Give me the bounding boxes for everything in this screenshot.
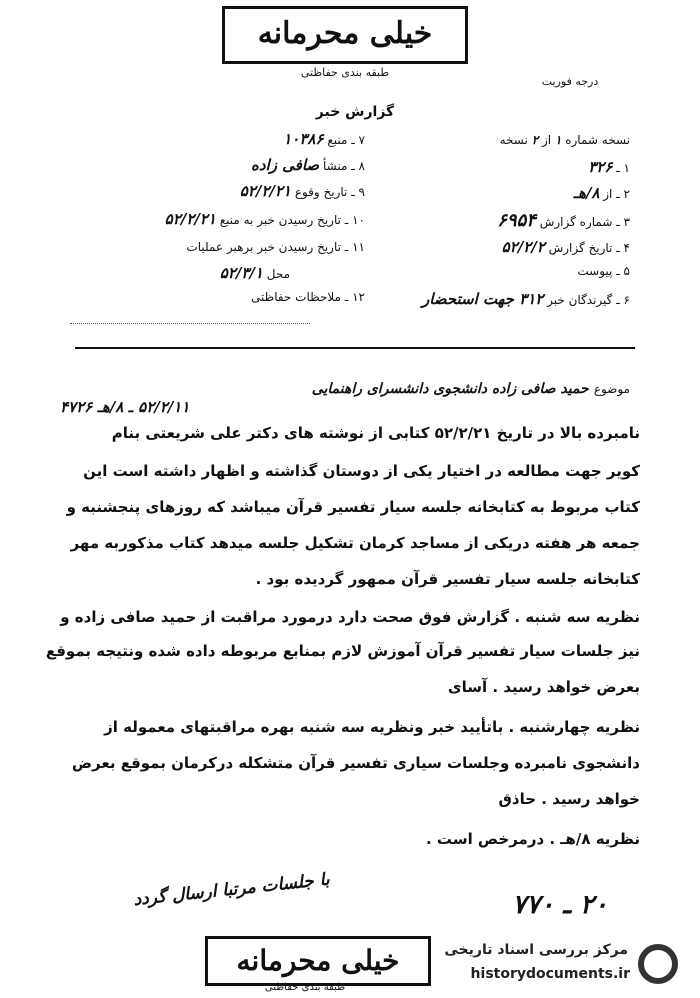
left-field-value: ۵۲/۲/۲۱ (164, 210, 216, 228)
watermark-url: historydocuments.ir (470, 966, 630, 982)
opinion-line: نظریه ۸/هـ . درمرخص است . (426, 830, 640, 848)
right-field-3 (390, 210, 630, 231)
right-field-label: ۱ ـ (616, 161, 630, 175)
right-field-1 (420, 158, 630, 176)
opinion-line: دانشجوی نامبرده وجلسات سیاری تفسیر قرآن متشکله درکرمان بموقع بعرض (71, 754, 640, 772)
left-field-label: ۹ ـ تاریخ وقوع (294, 185, 365, 199)
body-line: جمعه هر هفته دریکی از مساجد کرمان تشکیل جلسه میدهد کتاب مذکوربه مهر (70, 534, 640, 552)
left-field-11 (130, 240, 365, 254)
handwritten-note: با جلسات مرتبا ارسال گردد (132, 869, 331, 911)
right-field-5 (420, 264, 630, 278)
right-field-label: ۶ ـ گیرندگان خبر (547, 293, 630, 307)
right-field-value: ۳۱۲ جهت استحضار (422, 290, 544, 308)
subject-text: حمید صافی زاده دانشجوی دانشسرای راهنمایی (311, 381, 589, 397)
body-line: کویر جهت مطالعه در اختیار یکی از دوستان گذاشته و اظهار داشته است این (83, 462, 640, 480)
right-field-6 (330, 290, 630, 308)
body-line: کتاب مربوط به کتابخانه جلسه سیار تفسیر قرآن میباشد که روزهای پنجشنبه و (66, 498, 640, 516)
classification-label: طبقه بندی حفاظتی (300, 66, 390, 79)
left-field-label: ۱۱ ـ تاریخ رسیدن خبر برهبر عملیات (186, 240, 365, 254)
copy-label: نسخه (499, 133, 528, 147)
right-field-value: ۵۲/۲/۲ (501, 238, 545, 256)
right-field-label: ۵ ـ پیوست (577, 264, 630, 278)
left-field-value: صافی زاده (251, 156, 320, 174)
left-field-label: ۱۰ ـ تاریخ رسیدن خبر به منبع (219, 213, 365, 227)
subject-reference: ۵۲/۲/۱۱ ـ ۸/هـ ۴۷۲۶ (60, 398, 190, 416)
left-field-label: محل (266, 267, 290, 281)
archive-logo-icon (638, 944, 678, 984)
dotted-rule (70, 323, 310, 324)
opinion-line: نیز جلسات سیار تفسیر قرآن آموزش لازم بمنابع مربوطه داده شده ونتیجه بموقع (45, 642, 640, 660)
opinion-line: نظریه چهارشنبه . باتأیید خبر ونظریه سه شنبه بهره مراقبتهای معموله از (104, 718, 640, 736)
subject-line (250, 378, 630, 397)
right-field-4 (400, 238, 630, 256)
opinion-line: نظریه سه شنبه . گزارش فوق صحت دارد درمورد مراقبت از حمید صافی زاده و (60, 608, 640, 626)
left-field-12 (150, 290, 365, 304)
right-field-label: ۳ ـ شماره گزارش (539, 215, 630, 229)
opinion-line: خواهد رسید . حاذق (498, 790, 640, 808)
left-field-9 (110, 182, 365, 200)
copy-total-value: ۲ (531, 133, 539, 147)
top-classification-stamp: خیلی محرمانه (222, 6, 468, 64)
right-field-2 (420, 184, 630, 202)
right-field-label: ۴ ـ تاریخ گزارش (548, 241, 630, 255)
copy-number-line (380, 133, 630, 147)
subject-label: موضوع (593, 382, 630, 396)
left-field-label: ۱۲ ـ ملاحظات حفاظتی (251, 290, 365, 304)
opinion-line: بعرض خواهد رسید . آسای (447, 678, 640, 696)
priority-label: درجه فوریت (541, 75, 599, 88)
copy-from-label: از (541, 133, 552, 147)
left-field-8 (170, 156, 365, 174)
body-line: نامبرده بالا در تاریخ ۵۲/۲/۲۱ کتابی از نوشته های دکتر علی شریعتی بنام (111, 424, 640, 442)
right-field-value: ۳۲۶ (588, 158, 613, 176)
right-field-value: ۸/هـ (573, 184, 600, 202)
left-field-label: ۷ ـ منبع (327, 133, 365, 147)
right-field-label: ۲ ـ از (603, 187, 630, 201)
left-field-value: ۵۲/۳/۱ (219, 264, 263, 282)
left-field-location (140, 264, 290, 282)
header-divider (75, 347, 635, 349)
right-field-value: ۶۹۵۴ (497, 210, 536, 231)
copy-number-value: ۱ (554, 133, 562, 147)
handwritten-number: ۲۰ ـ ۷۷۰ (512, 890, 608, 920)
left-field-value: ۱۰۳۸۶ (283, 130, 324, 148)
left-field-label: ۸ ـ منشأ (322, 159, 365, 173)
left-field-10 (30, 210, 365, 228)
left-field-value: ۵۲/۲/۲۱ (239, 182, 291, 200)
report-title: گزارش خبر (315, 104, 395, 120)
body-line: کتابخانه جلسه سیار تفسیر قرآن ممهور گردیده بود . (255, 570, 640, 588)
left-field-7 (150, 130, 365, 148)
bottom-classification-label: طبقه بندی حفاظتی (264, 982, 346, 993)
bottom-classification-stamp: خیلی محرمانه (205, 936, 431, 986)
copy-number-label: نسخه شماره (565, 133, 630, 147)
watermark-title: مرکز بررسی اسناد تاریخی (444, 942, 628, 958)
